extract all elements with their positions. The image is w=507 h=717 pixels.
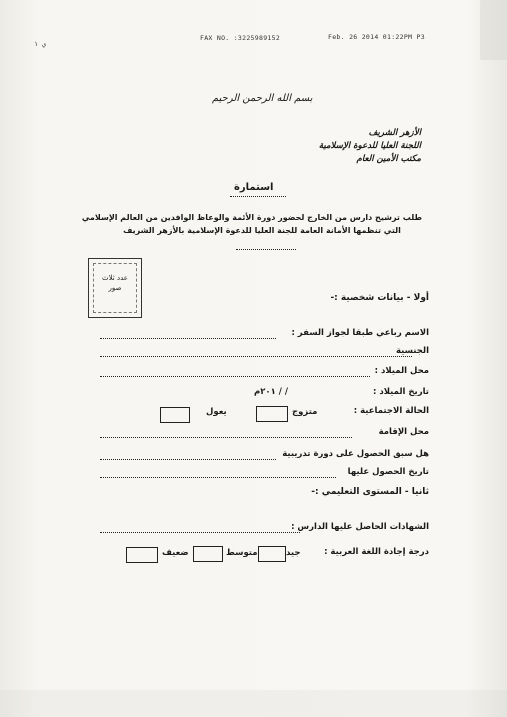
photo-box-label-2: صور [108,284,122,292]
title-underline [230,196,286,197]
checkbox-level-medium[interactable] [193,546,223,562]
fax-date-time: Feb. 26 2014 01:22PM P3 [328,33,425,41]
label-level-medium: متوسط [226,548,258,558]
label-married: متزوج [292,407,318,417]
form-title: استمارة [234,182,274,193]
field-residence[interactable] [100,437,352,438]
photo-box-label-1: عدد ثلاث [102,274,128,282]
field-birthdate[interactable]: / / ٢٠١م [254,387,288,397]
field-full-name[interactable] [100,338,276,339]
label-date-obtained: تاريخ الحصول عليها [347,467,429,477]
section-personal-data: أولا - بيانات شخصية :- [330,293,429,303]
basmala: بسم الله الرحمن الرحيم [212,93,313,104]
label-birthdate: تاريخ الميلاد : [372,387,429,397]
checkbox-level-good[interactable] [258,546,286,562]
label-full-name: الاسم رباعي طبقا لجواز السفر : [291,328,429,338]
org-office: مكتب الأمين العام [356,154,421,164]
checkbox-married[interactable] [256,406,288,422]
fax-number: FAX NO. :3225989152 [200,34,281,42]
field-nationality[interactable] [100,356,412,357]
org-committee: اللجنة العليا للدعوة الإسلامية [318,141,421,151]
scan-smudge [480,0,507,60]
field-prior-course[interactable] [100,459,276,460]
label-residence: محل الإقامة [378,427,429,437]
org-name: الأزهر الشريف [368,128,421,138]
label-birthplace: محل الميلاد : [374,366,429,376]
label-level-good: جيد [286,548,301,558]
field-birthplace[interactable] [100,376,370,377]
label-marital-status: الحالة الاجتماعية : [353,406,429,416]
label-prior-course: هل سبق الحصول على دورة تدريبية [282,449,429,459]
photo-box-text [89,273,141,293]
label-certificates: الشهادات الحاصل عليها الدارس : [291,522,429,532]
subtitle-underline [236,249,296,250]
field-certificates[interactable] [100,532,300,533]
label-dependents: يعول [206,407,227,417]
corner-mark: ي ١ [34,40,46,48]
label-arabic-level: درجة إجادة اللغة العربية : [324,547,429,557]
field-date-obtained[interactable] [100,477,336,478]
scan-smudge [0,690,507,717]
photo-box [88,258,142,318]
checkbox-dependents[interactable] [160,407,190,423]
form-subtitle-line2: التي تنظمها الأمانة العامة للجنة العليا للدعوة الإسلامية بالأزهر الشريف [123,226,401,235]
label-nationality: الجنسية [396,346,429,356]
checkbox-level-weak[interactable] [126,547,158,563]
label-level-weak: ضعيف [162,548,189,558]
section-education: ثانيا - المستوى التعليمي :- [311,487,429,497]
form-subtitle-line1: طلب ترشيح دارس من الخارج لحضور دورة الأئمة والوعاظ الوافدين من العالم الإسلامي [81,213,422,222]
